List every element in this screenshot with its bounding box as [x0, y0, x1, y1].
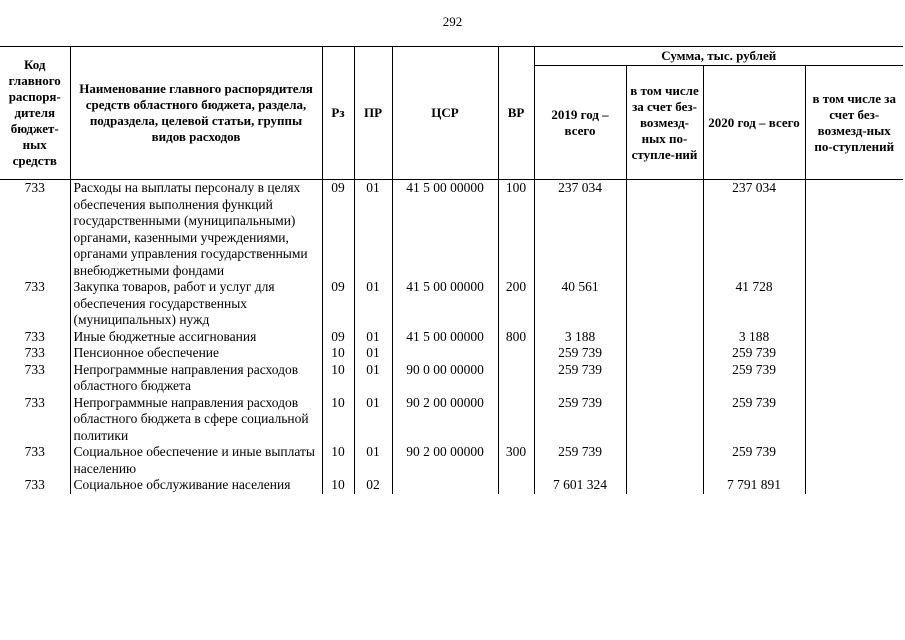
table-body [0, 180, 903, 494]
cell-name: Социальное обеспечение и иные выплаты населению [70, 444, 322, 477]
cell-pr: 01 [354, 279, 392, 329]
cell-2019-total: 259 739 [534, 345, 626, 362]
cell-rz: 10 [322, 345, 354, 362]
cell-name: Закупка товаров, работ и услуг для обеспечения государственных (муниципальных) нужд [70, 279, 322, 329]
table-row [0, 477, 903, 494]
header-sum: Сумма, тыс. рублей [534, 47, 903, 66]
cell-2020-free [805, 362, 903, 395]
cell-vr [498, 362, 534, 395]
header-csr: ЦСР [392, 47, 498, 180]
cell-2020-free [805, 345, 903, 362]
cell-2019-free [626, 444, 703, 477]
cell-2020-total: 259 739 [703, 395, 805, 445]
cell-2020-free [805, 444, 903, 477]
cell-vr [498, 395, 534, 445]
cell-csr: 90 0 00 00000 [392, 362, 498, 395]
cell-rz: 09 [322, 329, 354, 346]
table-row [0, 444, 903, 477]
cell-2020-total: 3 188 [703, 329, 805, 346]
cell-csr [392, 477, 498, 494]
cell-2020-total: 7 791 891 [703, 477, 805, 494]
cell-vr: 200 [498, 279, 534, 329]
cell-name: Непрограммные направления расходов областного бюджета [70, 362, 322, 395]
table-row [0, 362, 903, 395]
cell-2019-free [626, 279, 703, 329]
cell-code: 733 [0, 444, 70, 477]
table-row [0, 279, 903, 329]
cell-pr: 01 [354, 444, 392, 477]
cell-rz: 09 [322, 180, 354, 280]
cell-csr: 90 2 00 00000 [392, 395, 498, 445]
cell-2019-total: 40 561 [534, 279, 626, 329]
cell-2020-total: 237 034 [703, 180, 805, 280]
header-pr: ПР [354, 47, 392, 180]
cell-2020-total: 259 739 [703, 444, 805, 477]
cell-rz: 09 [322, 279, 354, 329]
cell-rz: 10 [322, 477, 354, 494]
cell-2020-free [805, 279, 903, 329]
cell-pr: 01 [354, 329, 392, 346]
cell-code: 733 [0, 180, 70, 280]
cell-2019-total: 259 739 [534, 444, 626, 477]
header-2019-total: 2019 год – всего [534, 66, 626, 180]
cell-vr: 300 [498, 444, 534, 477]
cell-2019-free [626, 477, 703, 494]
header-2020-total: 2020 год – всего [703, 66, 805, 180]
cell-2020-free [805, 477, 903, 494]
cell-2020-free [805, 329, 903, 346]
header-rz: Рз [322, 47, 354, 180]
cell-vr [498, 477, 534, 494]
header-name: Наименование главного распорядителя средств областного бюджета, раздела, подраздела, целевой статьи, группы видов расходов [70, 47, 322, 180]
cell-csr: 90 2 00 00000 [392, 444, 498, 477]
cell-code: 733 [0, 477, 70, 494]
cell-2020-total: 41 728 [703, 279, 805, 329]
table-row [0, 329, 903, 346]
cell-2019-free [626, 345, 703, 362]
page-number: 292 [442, 14, 463, 29]
cell-pr: 01 [354, 180, 392, 280]
cell-code: 733 [0, 395, 70, 445]
budget-table [0, 46, 903, 494]
cell-2019-total: 3 188 [534, 329, 626, 346]
cell-rz: 10 [322, 362, 354, 395]
table-row [0, 180, 903, 280]
cell-csr [392, 345, 498, 362]
cell-rz: 10 [322, 395, 354, 445]
header-vr: ВР [498, 47, 534, 180]
cell-2019-free [626, 395, 703, 445]
cell-csr: 41 5 00 00000 [392, 329, 498, 346]
cell-name: Иные бюджетные ассигнования [70, 329, 322, 346]
cell-pr: 02 [354, 477, 392, 494]
cell-2019-total: 7 601 324 [534, 477, 626, 494]
cell-name: Расходы на выплаты персоналу в целях обеспечения выполнения функций государственными (муниципальными) органами, казенными учреждениями, органами управления государственными внебюджетными фондами [70, 180, 322, 280]
cell-2019-free [626, 180, 703, 280]
cell-name: Социальное обслуживание населения [70, 477, 322, 494]
cell-2019-total: 259 739 [534, 395, 626, 445]
cell-pr: 01 [354, 345, 392, 362]
cell-code: 733 [0, 362, 70, 395]
header-code: Код главного распоря-дителя бюджет-ных средств [0, 47, 70, 180]
cell-2019-total: 259 739 [534, 362, 626, 395]
cell-2019-free [626, 329, 703, 346]
cell-2019-total: 237 034 [534, 180, 626, 280]
cell-vr: 100 [498, 180, 534, 280]
table-row [0, 395, 903, 445]
cell-rz: 10 [322, 444, 354, 477]
cell-2020-free [805, 180, 903, 280]
cell-2020-total: 259 739 [703, 345, 805, 362]
cell-pr: 01 [354, 395, 392, 445]
cell-2020-total: 259 739 [703, 362, 805, 395]
cell-pr: 01 [354, 362, 392, 395]
header-2019-free: в том числе за счет без-возмезд-ных по-ступле-ний [626, 66, 703, 180]
cell-vr [498, 345, 534, 362]
cell-2019-free [626, 362, 703, 395]
cell-csr: 41 5 00 00000 [392, 180, 498, 280]
table-row [0, 345, 903, 362]
cell-code: 733 [0, 279, 70, 329]
cell-name: Непрограммные направления расходов областного бюджета в сфере социальной политики [70, 395, 322, 445]
cell-name: Пенсионное обеспечение [70, 345, 322, 362]
cell-2020-free [805, 395, 903, 445]
cell-vr: 800 [498, 329, 534, 346]
cell-code: 733 [0, 329, 70, 346]
cell-csr: 41 5 00 00000 [392, 279, 498, 329]
cell-code: 733 [0, 345, 70, 362]
header-row [0, 47, 903, 66]
header-2020-free: в том числе за счет без-возмезд-ных по-ступлений [805, 66, 903, 180]
